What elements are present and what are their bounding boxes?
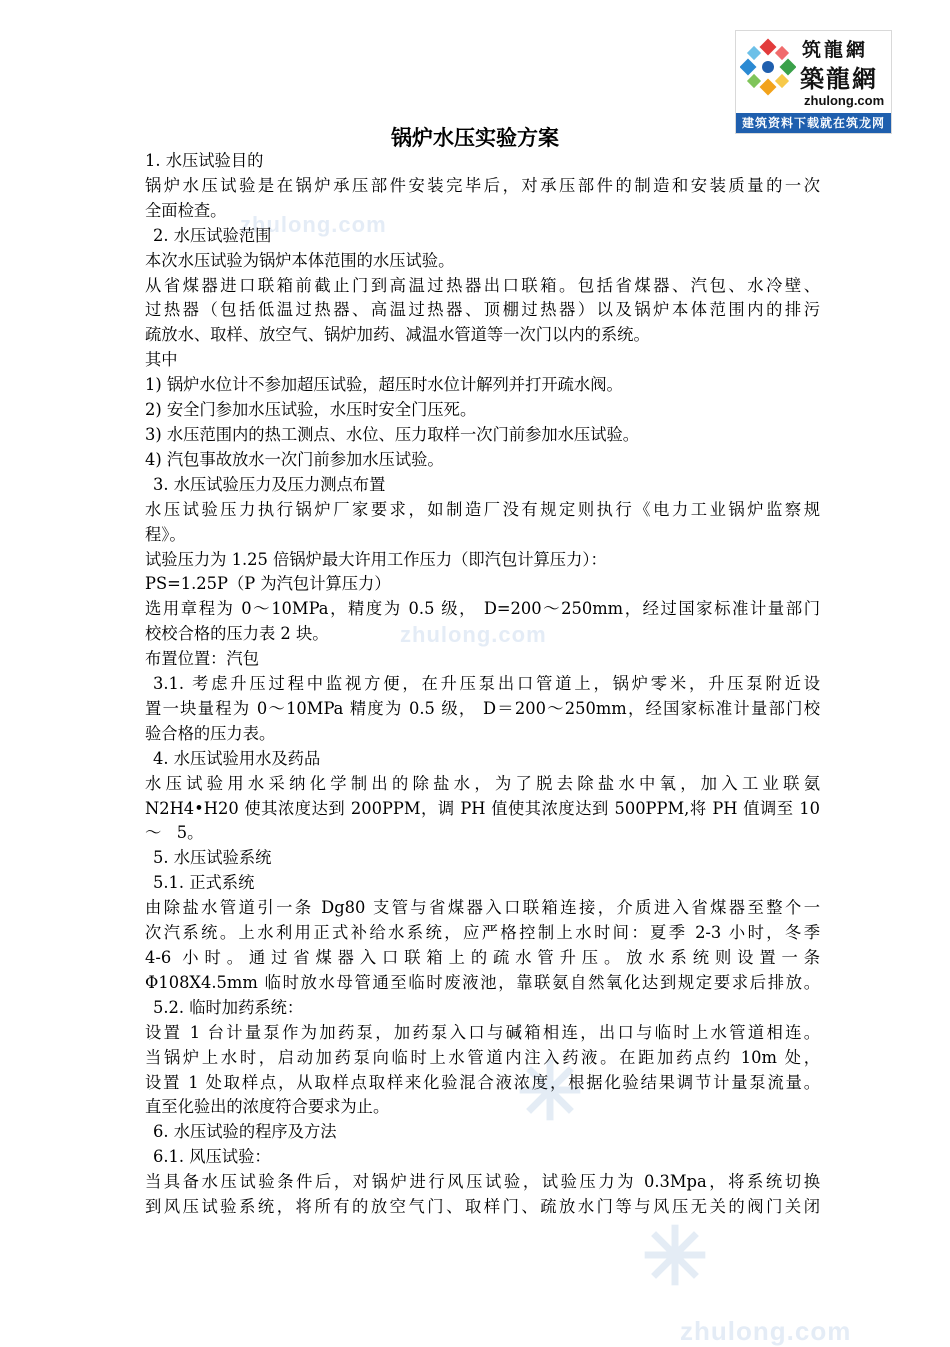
logo-main-text: 築龍網 [800,65,878,93]
paragraph-line: 当具备水压试验条件后，对锅炉进行风压试验，试验压力为 0.3Mpa，将系统切换 [145,1172,820,1192]
section-heading: 4. 水压试验用水及药品 [153,748,321,768]
watermark-text: zhulong.com [240,212,387,237]
paragraph-line: 本次水压试验为锅炉本体范围的水压试验。 [145,250,455,270]
paragraph-line: 程》。 [145,524,186,544]
paragraph-line: 置一块量程为 0～10MPa 精度为 0.5 级， D＝200～250mm，经国家标准计量部门校 [145,698,820,718]
paragraph-line: 疏放水、取样、放空气、锅炉加药、减温水管道等一次门以内的系统。 [145,325,650,345]
paragraph-line: 设置 1 处取样点，从取样点取样来化验混合液浓度，根据化验结果调节计量泵流量。 [145,1072,820,1092]
watermark-text: zhulong.com [680,1316,852,1346]
paragraph-line: 水压试验用水采纳化学制出的除盐水，为了脱去除盐水中氧，加入工业联氨 [145,773,820,793]
paragraph-line: 4-6 小时。通过省煤器入口联箱上的疏水管升压。放水系统则设置一条 [145,948,820,967]
list-item: 2) 安全门参加水压试验，水压时安全门压死。 [145,400,477,420]
paragraph-line: 到风压试验系统，将所有的放空气门、取样门、疏放水门等与风压无关的阀门关闭 [145,1197,820,1217]
paragraph-line: 次汽系统。上水利用正式补给水系统，应严格控制上水时间：夏季 2-3 小时，冬季 [145,923,820,943]
list-item: 1) 锅炉水位计不参加超压试验，超压时水位计解列并打开疏水阀。 [145,375,623,395]
paragraph-line: 布置位置：汽包 [145,649,259,669]
paragraph-line: 其中 [145,350,178,370]
section-heading: 1. 水压试验目的 [145,151,264,170]
paragraph-line: 直至化验出的浓度符合要求为止。 [145,1097,390,1117]
list-item: 3) 水压范围内的热工测点、水位、压力取样一次门前参加水压试验。 [145,424,640,444]
section-heading: 5.1. 正式系统 [153,873,255,893]
zhulong-logo [735,30,892,134]
paragraph-line: 选用章程为 0～10MPa，精度为 0.5 级， D=200～250mm，经过国家标准计量部门 [145,599,820,619]
section-heading: 5. 水压试验系统 [153,848,272,868]
document-body [145,149,820,1220]
paragraph-line: 全面检查。 [145,200,227,220]
logo-top-text: 筑龍網 [802,39,869,61]
paragraph-line: 由除盐水管道引一条 Dg80 支管与省煤器入口联箱连接，介质进入省煤器至整个一 [145,898,820,918]
section-heading: 6. 水压试验的程序及方法 [153,1122,337,1142]
list-item: 4) 汽包事故放水一次门前参加水压试验。 [145,449,444,469]
paragraph-line: PS=1.25P（P 为汽包计算压力） [145,574,391,594]
paragraph-line: 验合格的压力表。 [145,723,276,743]
section-heading: 2. 水压试验范围 [153,225,272,245]
paragraph-line: 从省煤器进口联箱前截止门到高温过热器出口联箱。包括省煤器、汽包、水冷壁、 [145,275,820,295]
snowflake-logo-icon [740,37,796,109]
document-title: 锅炉水压实验方案 [391,125,559,150]
paragraph-line: ～ 5。 [145,823,204,843]
watermark-snowflake-icon [640,1220,710,1290]
paragraph-line: 校校合格的压力表 2 块。 [145,624,329,644]
section-heading: 5.2. 临时加药系统： [153,997,304,1017]
logo-domain-text: zhulong.com [804,93,885,108]
paragraph-line: 设置 1 台计量泵作为加药泵，加药泵入口与碱箱相连，出口与临时上水管道相连。 [145,1022,820,1042]
paragraph-line: N2H4•H20 使其浓度达到 200PPM，调 PH 值使其浓度达到 500PPM,将 PH 值调至 10 [145,798,820,818]
watermark-text: zhulong.com [400,622,547,647]
paragraph-line: Φ108X4.5mm 临时放水母管通至临时废液池，靠联氨自然氧化达到规定要求后排放。 [145,972,820,992]
section-heading: 3. 水压试验压力及压力测点布置 [153,474,386,494]
section-heading: 3.1. 考虑升压过程中监视方便，在升压泵出口管道上，锅炉零米，升压泵附近设 [153,674,820,694]
paragraph-line: 锅炉水压试验是在锅炉承压部件安装完毕后，对承压部件的制造和安装质量的一次 [145,175,820,195]
paragraph-line: 水压试验压力执行锅炉厂家要求，如制造厂没有规定则执行《电力工业锅炉监察规 [145,499,820,519]
section-heading: 6.1. 风压试验： [153,1147,271,1167]
paragraph-line: 当锅炉上水时，启动加药泵向临时上水管道内注入药液。在距加药点约 10m 处， [145,1047,820,1067]
logo-slogan: 建筑资料下载就在筑龙网 [736,113,891,133]
paragraph-line: 过热器（包括低温过热器、高温过热器、顶棚过热器）以及锅炉本体范围内的排污 [145,300,820,320]
paragraph-line: 试验压力为 1.25 倍锅炉最大许用工作压力（即汽包计算压力）： [145,549,607,569]
